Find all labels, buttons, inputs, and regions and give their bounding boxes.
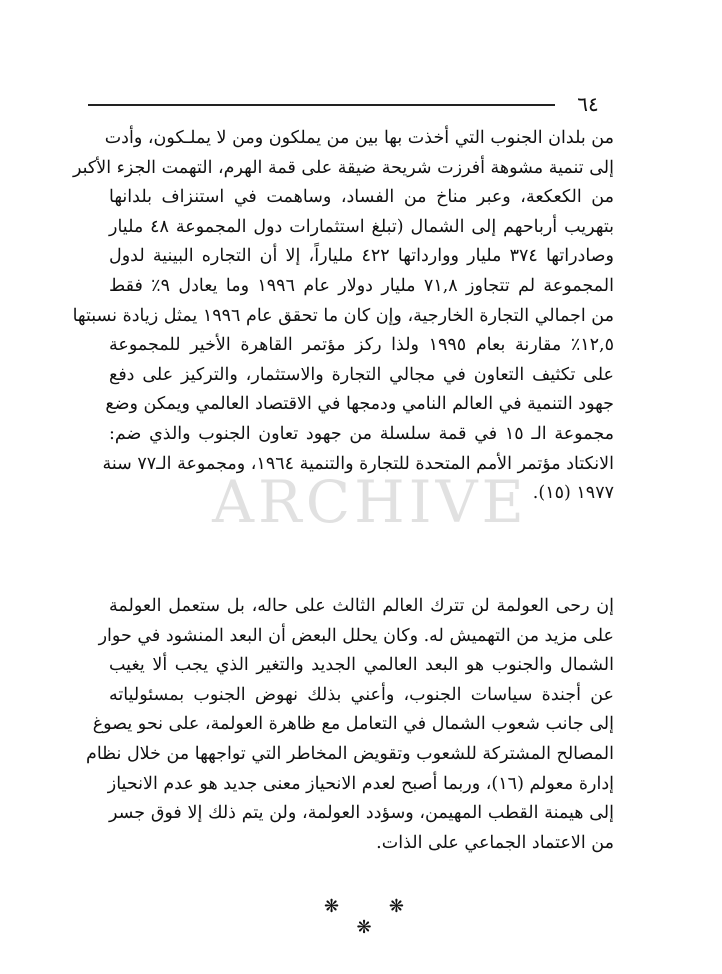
- paragraph-line: من الكعكعة، وعبر مناخ من الفساد، وساهمت في استنزاف بلدانها: [109, 187, 614, 208]
- page-number: ٦٤: [577, 92, 599, 116]
- paragraph-line: وصادراتها ٣٧٤ مليار ووارداتها ٤٢٢ ملياراً، إلا أن التجاره البينية لدول: [109, 246, 614, 267]
- paragraph-line: بتهريب أرباحهم إلى الشمال (تبلغ استثمارات دول المجموعة ٤٨ مليار: [109, 216, 615, 237]
- paragraph-line: جهود التنمية في العالم النامي ودمجها في الاقتصاد العالمي ويمكن وضع: [105, 394, 614, 415]
- paragraph-line: المصالح المشتركة للشعوب وتقويض المخاطر التي تواجهها من خلال نظام: [85, 743, 614, 764]
- paragraph-line: إن رحى العولمة لن تترك العالم الثالث على حاله، بل ستعمل العولمة: [109, 596, 614, 616]
- section-ornament: ❋ ❋ ❋: [324, 896, 426, 938]
- paragraph-line: ١٩٧٧ (١٥).: [532, 483, 614, 504]
- paragraph-line: إلى هيمنة القطب المهيمن، وسؤدد العولمة، ولن يتم ذلك إلا فوق جسر: [109, 803, 614, 824]
- paragraph-line: عن أجندة سياسات الجنوب، وأعني بذلك نهوض الجنوب بمسئولياته: [109, 684, 614, 705]
- paragraph-line: مجموعة الـ ١٥ في قمة سلسلة من جهود تعاون الجنوب والذي ضم:: [109, 423, 614, 444]
- header-rule: [88, 104, 555, 106]
- paragraph-line: المجموعة لم تتجاوز ٧١,٨ مليار دولار عام ١٩٩٦ وما يعادل ٩٪ فقط: [109, 275, 614, 296]
- watermark: ARCHIVE: [212, 468, 528, 536]
- paragraph-line: ١٢,٥٪ مقارنة بعام ١٩٩٥ ولذا ركز مؤتمر القاهرة الأخير للمجموعة: [109, 335, 614, 356]
- paragraph-line: من بلدان الجنوب التي أخذت بها بين من يملكون ومن لا يملـكون، وأدت: [104, 128, 614, 148]
- paragraph-line: على مزيد من التهميش له. وكان يحلل البعض أن البعد المنشود في حوار: [98, 625, 614, 646]
- paragraph-line: الشمال والجنوب هو البعد العالمي الجديد والتغير الذي يجب ألا يغيب: [109, 655, 614, 676]
- paragraph-line: من اجمالي التجارة الخارجية، وإن كان ما تحقق عام ١٩٩٦ يمثل زيادة نسبتها: [72, 305, 614, 326]
- paragraph-line: إدارة معولم (١٦)، وربما أصبح لعدم الانحياز معنى جديد هو عدم الانحياز: [107, 773, 614, 794]
- paragraph-line: الانكتاد مؤتمر الأمم المتحدة للتجارة والتنمية ١٩٦٤، ومجموعة الـ٧٧ سنة: [102, 453, 614, 474]
- paragraph-line: إلى جانب شعوب الشمال في التعامل مع ظاهرة العولمة، على نحو يصوغ: [92, 714, 614, 735]
- paragraph-1: [72, 124, 615, 509]
- paragraph-line: على تكثيف التعاون في مجالي التجارة والاستثمار، والتركيز على دفع: [109, 364, 614, 385]
- paragraph-line: من الاعتماد الجماعي على الذات.: [376, 832, 614, 853]
- paragraph-line: إلى تنمية مشوهة أفرزت شريحة ضيقة على قمة الهرم، التهمت الجزء الأكبر: [72, 157, 614, 178]
- paragraph-2: [85, 592, 614, 858]
